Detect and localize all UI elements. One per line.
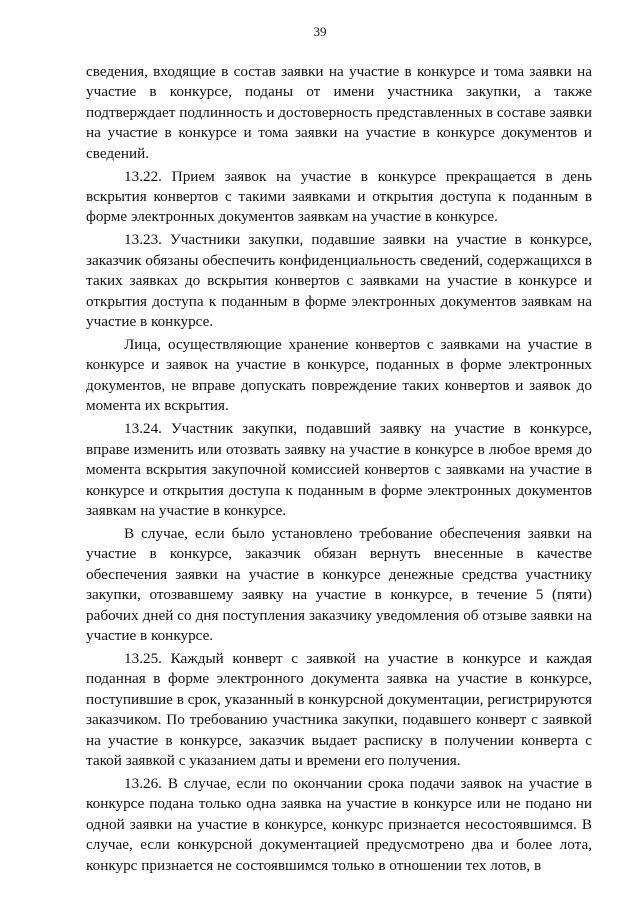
page-number: 39 bbox=[313, 24, 327, 39]
paragraph-security-return: В случае, если было установлено требование обеспечения заявки на участие в конкурсе, заказчик обязан вернуть внесенные в качестве обеспечения заявки на участие в конкурсе денежные средства участнику закупки, отозвавшему заявку на участие в конкурсе, в течение 5 (пяти) рабочих дней со дня поступления заказчику уведомления об отзыве заявки на участие в конкурсе. bbox=[86, 524, 592, 644]
paragraph-13-26: 13.26. В случае, если по окончании срока подачи заявок на участие в конкурсе подана только одна заявка на участие в конкурсе или не подано ни одной заявки на участие в конкурсе, конкурс признается несостоявшимся. В случае, если конкурсной документацией предусмотрено два и более лота, конкурс признается не состоявшимся только в отношении тех лотов, в bbox=[86, 774, 592, 874]
paragraph-13-22: 13.22. Прием заявок на участие в конкурсе прекращается в день вскрытия конвертов с такими заявками и открытия доступа к поданным в форме электронных документов заявкам на участие в конкурсе. bbox=[86, 167, 592, 226]
paragraph-13-25: 13.25. Каждый конверт с заявкой на участие в конкурсе и каждая поданная в форме электронного документа заявка на участие в конкурсе, поступившие в срок, указанный в конкурсной документации, регистрируются заказчиком. По требованию участника закупки, подавшего конверт с заявкой на участие в конкурсе, заказчик выдает расписку в получении конверта с такой заявкой с указанием даты и времени его получения. bbox=[86, 649, 592, 769]
paragraph-storage: Лица, осуществляющие хранение конвертов с заявками на участие в конкурсе и заявок на участие в конкурсе, поданных в форме электронных документов, не вправе допускать повреждение таких конвертов и заявок до момента их вскрытия. bbox=[86, 336, 592, 415]
paragraph-13-24: 13.24. Участник закупки, подавший заявку на участие в конкурсе, вправе изменить или отозвать заявку на участие в конкурсе в любое время до момента вскрытия закупочной комиссией конвертов с заявками на участие в конкурсе и открытия доступа к поданным в форме электронных документов заявкам на участие в конкурсе. bbox=[86, 420, 592, 519]
paragraph-13-23: 13.23. Участники закупки, подавшие заявки на участие в конкурсе, заказчик обязаны обеспечить конфиденциальность сведений, содержащихся в таких заявках до вскрытия конвертов с заявками на участие в конкурсе и открытия доступа к поданным в форме электронных документов заявкам на участие в конкурсе. bbox=[86, 231, 592, 331]
document-body bbox=[86, 62, 592, 879]
paragraph-continuation: сведения, входящие в состав заявки на участие в конкурсе и тома заявки на участие в конкурсе, поданы от имени участника закупки, а также подтверждает подлинность и достоверность представленных в составе заявки на участие в конкурсе и тома заявки на участие в конкурсе документов и сведений. bbox=[86, 63, 592, 162]
